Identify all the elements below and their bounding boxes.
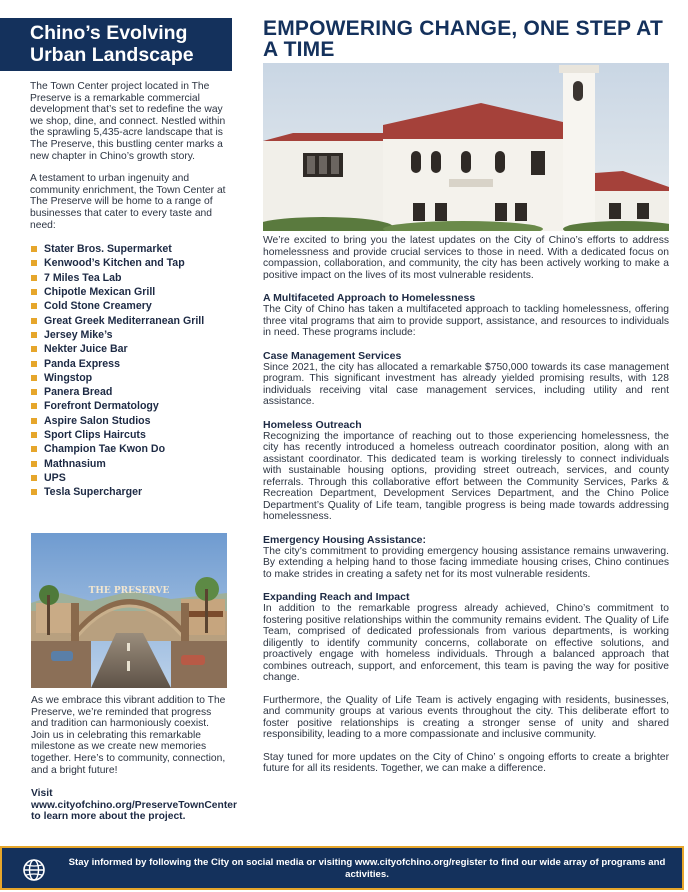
globe-icon [22,858,46,882]
list-item: Mathnasium [30,457,232,471]
sidebar-paragraph-2: A testament to urban ingenuity and community enrichment, the Town Center at The Preserve will be home to a range of businesses that cater to every taste and need: [30,173,226,231]
sidebar-title: Chino’s Evolving Urban Landscape [0,18,232,71]
section-heading: A Multifaceted Approach to Homelessness [263,292,476,304]
article-intro: We’re excited to bring you the latest updates on the City of Chino’s efforts to address homelessness and provide crucial services to those in need. With a dedicated focus on compassion, collaboration, and community, the city has been actively working to make a positive impact on the lives of its most vulnerable residents. [263,235,669,281]
list-item: UPS [30,471,232,485]
list-item: Panda Express [30,357,232,371]
business-list [30,242,232,499]
section-paragraph: The City of Chino has taken a multifaceted approach to tackling homelessness, offering three vital programs that aim to provide support, assistance, and resources to individuals in need. These programs include: [263,304,669,338]
list-item: Wingstop [30,371,232,385]
list-item: Sport Clips Haircuts [30,428,232,442]
community-center-image [263,63,669,231]
sidebar [0,18,232,499]
list-item: Great Greek Mediterranean Grill [30,314,232,328]
sidebar-body [0,71,232,499]
sidebar-closing [31,695,237,835]
list-item: Kenwood’s Kitchen and Tap [30,256,232,270]
article-title: EMPOWERING CHANGE, ONE STEP AT A TIME [263,17,663,61]
section-heading: Expanding Reach and Impact [263,591,410,603]
section-heading: Homeless Outreach [263,418,362,431]
section-heading: Emergency Housing Assistance: [263,533,426,546]
footer-text: Stay informed by following the City on social media or visiting www.cityofchino.org/register to find our wide array of programs and activities. [68,857,666,880]
section-heading: Case Management Services [263,349,402,362]
list-item: Chipotle Mexican Grill [30,285,232,299]
community-center-illustration [263,63,669,231]
footer-banner [0,846,684,890]
list-item: Stater Bros. Supermarket [30,242,232,256]
section-paragraph: The city’s commitment to providing emergency housing assistance remains unwavering. By extending a helping hand to those facing immediate housing crises, Chino continues to make strides in creating a safety net for its most vulnerable residents. [263,545,669,580]
article-body [263,235,669,786]
sidebar-paragraph-1: The Town Center project located in The Preserve is a remarkable commercial development that’s set to redefine the way we shop, dine, and connect. Nestled within the sprawling 5,435-acre landscape that is The Preserve, this bustling center marks a new chapter in Chino’s growth story. [30,81,226,162]
plaza-sign-text: THE PRESERVE [88,586,170,596]
list-item: Nekter Juice Bar [30,342,232,356]
list-item: Cold Stone Creamery [30,299,232,313]
section-paragraph: Stay tuned for more updates on the City of Chino’ s ongoing efforts to create a brighter future for all its residents. Together, we can make a difference. [263,751,669,774]
list-item: Panera Bread [30,385,232,399]
list-item: 7 Miles Tea Lab [30,271,232,285]
list-item: Forefront Dermatology [30,399,232,413]
town-center-image [31,533,227,688]
section-paragraph: Since 2021, the city has allocated a remarkable $750,000 towards its case management program. This significant investment has already yielded promising results, with 128 individuals receiving vital case management services, including utility and rent assistance. [263,361,669,407]
section-paragraph: Recognizing the importance of reaching out to those experiencing homelessness, the city has recently introduced a homeless outreach coordinator position, along with an assistant coordinator. This dedicated team is working tirelessly to connect individuals with sustainable housing options, providing street outreach, services, and county referrals. Through this collaborative effort between the Community Services, Parks & Recreation Department, Development Services Department, and the Chino Police Department’s Quality of Life team, tangible progress is being made towards addressing homelessness. [263,430,669,522]
main-column [263,17,669,774]
list-item: Aspire Salon Studios [30,414,232,428]
sidebar-closing-paragraph: As we embrace this vibrant addition to The Preserve, we’re reminded that progress and tradition can harmoniously coexist. Join us in celebrating this remarkable milestone as we create new memories together. Here’s to community, connection, and a bright future! [31,695,226,776]
list-item: Tesla Supercharger [30,485,232,499]
list-item: Jersey Mike’s [30,328,232,342]
list-item: Champion Tae Kwon Do [30,442,232,456]
visit-link-text[interactable]: Visit www.cityofchino.org/PreserveTownCenter to learn more about the project. [31,788,237,823]
section-paragraph: In addition to the remarkable progress already achieved, Chino’s commitment to fostering positive relationships within the community remains evident. The Quality of Life Team, comprised of dedicated professionals from various departments, is working diligently to identify community concerns, collaborate on effective solutions, and proactively engage with homeless individuals. Through a balanced approach that combines outreach, support, and enforcement, this team is paving the way for positive change. [263,603,669,683]
section-paragraph: Furthermore, the Quality of Life Team is actively engaging with residents, businesses, and community groups at various events throughout the city. This deliberate effort to foster positive relationships is creating a stronger sense of unity and shared responsibility, leading to a more compassionate and inclusive community. [263,694,669,740]
town-center-illustration [31,533,227,688]
